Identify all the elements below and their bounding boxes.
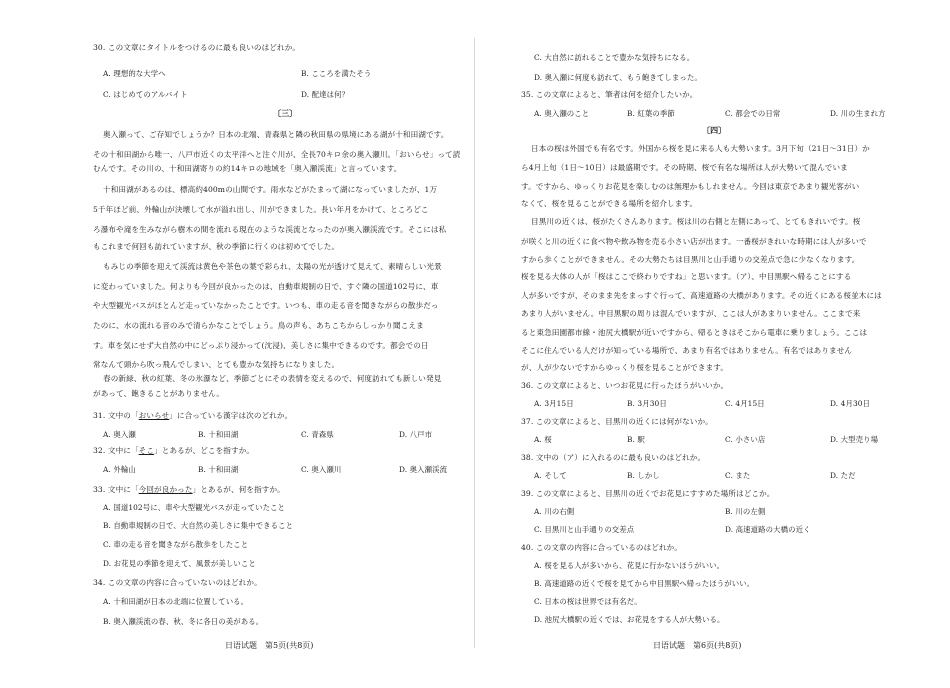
- q36-option-b: B. 3月30日: [627, 399, 667, 408]
- q39-option-c: C. 目黒川と山手通りの交差点: [534, 525, 635, 534]
- q37-stem: 37. この文章によると、目黒川の近くには何がないか。: [521, 417, 713, 426]
- section-4-title: 〔四〕: [702, 125, 727, 135]
- q30-option-a: A. 理想的な大学へ: [103, 69, 166, 78]
- q40-option-a: A. 桜を見る人が多いから、花見に行かないほうがいい。: [534, 561, 725, 570]
- passage-line: 人が多いですが、そのまま先をまっすぐ行って、高速道路の大橋があります。その近くにある桜並木には: [521, 291, 882, 300]
- section-3-title: 〔三〕: [273, 108, 298, 118]
- q35-option-d: D. 川の生まれ方: [830, 109, 886, 118]
- passage-line: ろ瀑布や滝を生みながら樹木の間を流れる現在のような渓流となったのが奥入瀬渓流です。そこには私: [93, 225, 447, 234]
- passage-line: 日本の桜は外国でも有名です。外国から桜を見に来る人も大勢います。3月下旬（21日～31日）か: [531, 144, 870, 153]
- q38-option-a: A. そして: [534, 471, 567, 480]
- q36-option-c: C. 4月15日: [725, 399, 765, 408]
- q33-stem: 33. 文中に「今回が良かった」とあるが、何を指すか。: [93, 485, 285, 494]
- q36-option-a: A. 3月15日: [534, 399, 574, 408]
- passage-line: もみじの季節を迎えて渓流は黄色や茶色の葉で彩られ、太陽の光が透けて見えて、素晴らしい光景: [103, 262, 442, 271]
- q30-option-b: B. こころを満たそう: [301, 69, 372, 78]
- passage-line: に変わっていました。何よりも今回が良かったのは、自動車規制の日で、すぐ隣の国道102号に、車: [93, 282, 439, 291]
- q32-option-b: B. 十和田湖: [198, 465, 239, 474]
- q37-option-d: D. 大型売り場: [830, 435, 879, 444]
- q36-option-d: D. 4月30日: [830, 399, 871, 408]
- q38-stem: 38. 文中の（ア）に入れるのに最も良いのはどれか。: [521, 453, 706, 462]
- q40-stem: 40. この文章の内容に合っているのはどれか。: [521, 543, 683, 552]
- q34-option-a: A. 十和田湖が日本の北端に位置している。: [103, 597, 249, 606]
- underlined-term: そこ: [138, 446, 155, 455]
- q38-option-c: C. また: [725, 471, 751, 480]
- q37-option-c: C. 小さい店: [725, 435, 766, 444]
- q33-option-c: C. 車の走る音を聞きながら散歩をしたこと: [103, 540, 249, 549]
- passage-line: す。車を気にせず大自然の中にどっぷり浸かって(沈浸)、美しさに集中できるのです。都会での日: [93, 341, 429, 350]
- passage-line: 奥入瀬って、ご存知でしょうか？日本の北端、青森県と隣の秋田県の県境にある湖が十和田湖です。: [103, 130, 449, 139]
- passage-line: むんです。その川の、十和田湖寄りの約14キロの地域を「奥入瀬渓流」と言っています。: [93, 164, 402, 173]
- q30-stem: 30. この文章にタイトルをつけるのに最も良いのはどれか。: [93, 43, 301, 52]
- passage-line: すから歩くことができません。その大勢たちは目黒川と山手通りの交差点で急に少なくなります。: [521, 255, 860, 264]
- q31-option-c: C. 青森県: [301, 430, 334, 439]
- passage-line: す。ですから、ゆっくりお花見を楽しむのは無理かもしれません。今回は東京であまり観光客がい: [521, 182, 860, 191]
- q39-option-b: B. 川の左側: [725, 507, 766, 516]
- q30-option-c: C. はじめてのアルバイト: [103, 90, 188, 99]
- q35-stem: 35. この文章によると、筆者は何を紹介したいか。: [521, 90, 698, 99]
- page-footer-left: 日语试题 第5页(共8页): [225, 641, 314, 650]
- q33-option-d: D. お花見の季節を迎えて、風景が美しいこと: [103, 559, 256, 568]
- q39-option-a: A. 川の右側: [534, 507, 575, 516]
- passage-line: 桜を見る大体の人が「桜はここで終わりですね」と思います。（ア）、中目黒駅へ帰ることにする: [521, 272, 852, 281]
- passage-line: 目黒川の近くは、桜がたくさんあります。桜は川の右側と左側にあって、とてもきれいです。桜: [531, 217, 861, 226]
- q35-option-b: B. 紅葉の季節: [627, 109, 675, 118]
- q32-stem: 32. 文中に「そこ」とあるが、どこを指すか。: [93, 446, 255, 455]
- q38-option-b: B. しかし: [627, 471, 660, 480]
- q35-option-a: A. 奥入瀬のこと: [534, 109, 590, 118]
- q34-stem: 34. この文章の内容に合っていないのはどれか。: [93, 578, 262, 587]
- passage-line: が、人が少ないですからゆっくり桜を見ることができます。: [521, 363, 729, 372]
- passage-line: その十和田湖から唯一、八戸市近くの太平洋へと注ぐ川が、全長70キロ余の奥入瀬川。「おいらせ」って読: [93, 150, 461, 159]
- q36-stem: 36. この文章によると、いつお花見に行ったほうがいいか。: [521, 381, 729, 390]
- passage-line: 十和田湖があるのは、標高約400mの山間です。雨水などがたまって湖になっていましたが、1万: [103, 185, 438, 194]
- q38-option-d: D. ただ: [830, 471, 856, 480]
- passage-line: ら4月上旬（1日～10日）は最盛期です。その時期、桜で有名な場所は人が大勢いて混んでいま: [521, 163, 848, 172]
- q32-option-a: A. 外輪山: [103, 465, 136, 474]
- q31-option-b: B. 十和田湖: [198, 430, 239, 439]
- q32-option-d: D. 奥入瀬渓流: [399, 465, 448, 474]
- q37-option-b: B. 駅: [627, 435, 645, 444]
- passage-line: が咲くと川の近くに食べ物や飲み物を売る小さい店が出ます。一番桜がきれいな時期には人が多いで: [521, 237, 867, 246]
- passage-line: や大型観光バスがほとんど走っていなかったことです。いつも、車の走る音を聞きながらの散歩だっ: [93, 301, 439, 310]
- passage-line: もこれまで何回も訪れていますが、秋の季節に行くのは初めてでした。: [93, 242, 340, 251]
- q40-option-d: D. 池尻大橋駅の近くでは、お花見をする人が大勢いる。: [534, 615, 725, 624]
- q34-option-d: D. 奥入瀬に何度も訪れて、もう飽きてしまった。: [534, 73, 702, 82]
- q33-option-b: B. 自動車規制の日で、大自然の美しさに集中できること: [103, 521, 294, 530]
- passage-line: そこに住んでいる人だけが知っている場所で、あまり有名ではありません。有名ではありません: [521, 346, 853, 355]
- passage-line: 春の新緑、秋の紅葉、冬の氷瀑など、季節ごとにその表情を変えるので、何度訪れても新しい発見: [103, 374, 442, 383]
- q40-option-c: C. 日本の桜は世界では有名だ。: [534, 597, 642, 606]
- q40-option-b: B. 高速道路の近くで桜を見てから中目黒駅へ帰ったほうがいい。: [534, 579, 755, 588]
- passage-line: たのに、水の流れる音のみで清らかなことでしょう。鳥の声も、あちこちからしっかり聞こえま: [93, 321, 424, 330]
- q32-option-c: C. 奥入瀬川: [301, 465, 342, 474]
- passage-line: 5千年ほど前、外輪山が決壊して水が溢れ出し、川ができました。長い年月をかけて、ところどこ: [93, 205, 429, 214]
- q39-stem: 39. この文章によると、目黒川の近くでお花見にすすめた場所はどこか。: [521, 489, 775, 498]
- passage-line: があって、飽きることがありません。: [93, 389, 225, 398]
- underlined-term: 今回が良かった: [138, 485, 193, 494]
- passage-line: あまり人がいません。中目黒駅の周りは混んでいますが、ここは人があまりいません。ここまで来: [521, 309, 861, 318]
- q37-option-a: A. 桜: [534, 435, 552, 444]
- q35-option-c: C. 都会での日常: [725, 109, 781, 118]
- page-footer-right: 日语试题 第6页(共8页): [653, 641, 742, 650]
- q31-option-a: A. 奥入瀬: [103, 430, 136, 439]
- q30-option-d: D. 配達は何？: [301, 90, 350, 99]
- right-page: [475, 0, 950, 688]
- passage-line: なくて、桜を見ることができる場所を紹介します。: [521, 199, 698, 208]
- q39-option-d: D. 高速道路の大橋の近く: [725, 525, 811, 534]
- q33-option-a: A. 国道102号に、車や大型観光バスが走っていたこと: [103, 503, 286, 512]
- q31-option-d: D. 八戸市: [399, 430, 433, 439]
- q34-option-c: C. 大自然に訪れることで豊かな気持ちになる。: [534, 53, 695, 62]
- q31-stem: 31. 文中の「おいらせ」に合っている漢字は次のどれか。: [93, 411, 293, 420]
- passage-line: 常なんて頭から吹っ飛んでしまい、とても豊かな気持ちになりました。: [93, 360, 340, 369]
- q34-option-b: B. 奥入瀬渓流の春、秋、冬に各日の美がある。: [103, 617, 264, 626]
- passage-line: ると東急田園都市線・池尻大橋駅が近いですから、帰るときはそこから電車に乗りましょう。ここは: [521, 328, 868, 337]
- underlined-term: おいらせ: [138, 411, 170, 420]
